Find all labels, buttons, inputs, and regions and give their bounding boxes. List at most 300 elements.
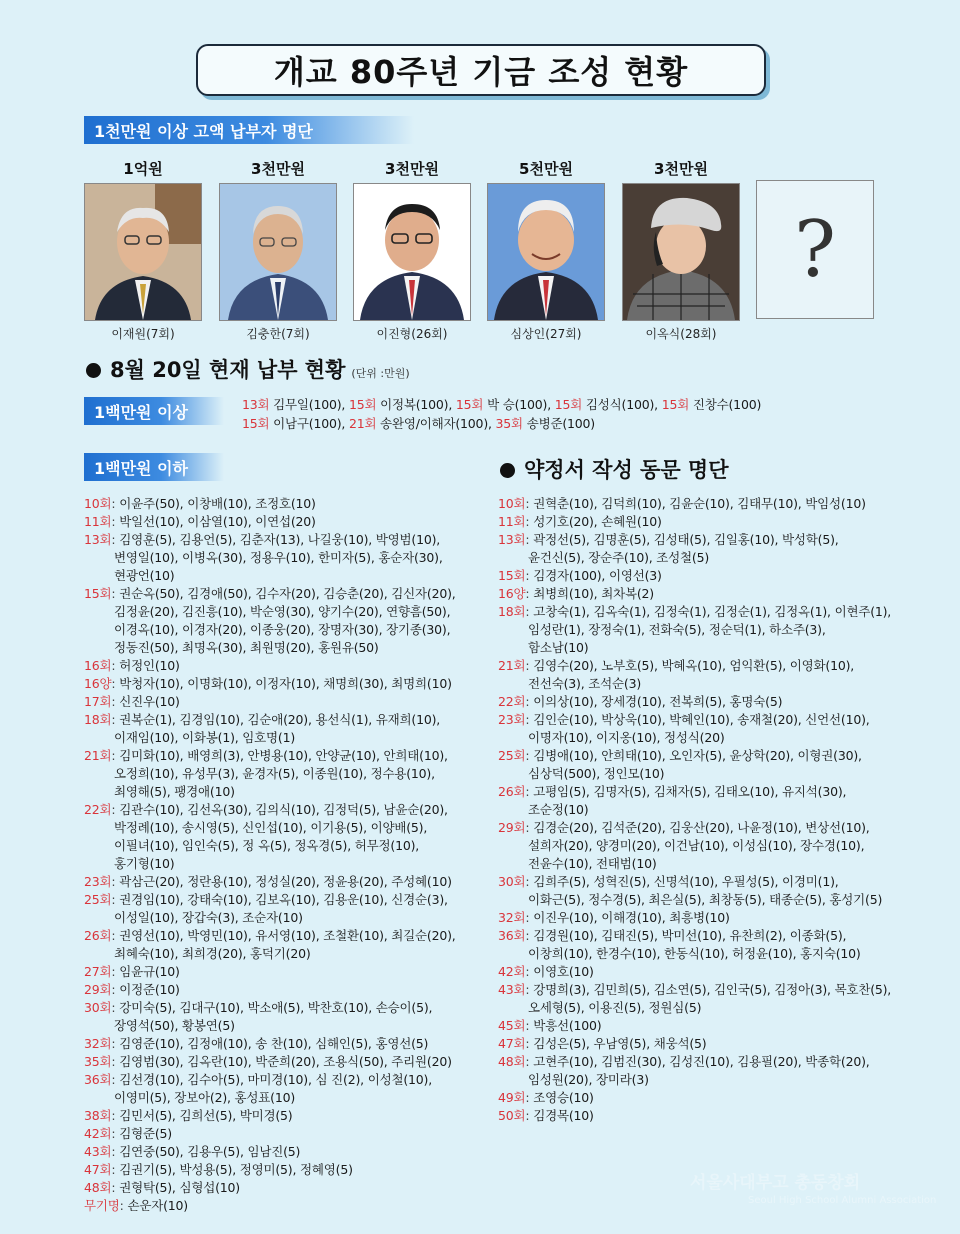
separator: :	[525, 658, 534, 673]
donor-line	[84, 801, 448, 819]
donor-names: 진창수(100)	[689, 397, 762, 412]
class-year: 15회	[348, 397, 377, 412]
donor-names: 김성식(100),	[582, 397, 662, 412]
class-year: 30회	[498, 874, 526, 889]
class-year: 30회	[84, 1000, 112, 1015]
donor-line	[498, 819, 870, 837]
donor-amount: 3천만원	[385, 160, 439, 178]
separator: :	[111, 1108, 120, 1123]
donor-line	[114, 567, 174, 585]
donor-names: 전선숙(3), 조석순(3)	[528, 676, 642, 691]
separator: :	[525, 586, 534, 601]
status-unit: (단위 :만원)	[351, 367, 410, 380]
donor-names: 김권기(5), 박성용(5), 정영미(5), 정혜영(5)	[119, 1162, 353, 1177]
separator: :	[111, 496, 120, 511]
class-year: 43회	[498, 982, 526, 997]
separator: :	[111, 802, 120, 817]
donor-names: 권순옥(50), 김경애(50), 김수자(20), 김승춘(20), 김신자(20),	[119, 586, 456, 601]
class-year: 무기명	[84, 1198, 120, 1213]
donor-line	[528, 765, 664, 783]
donor-names: 강명희(3), 김민희(5), 김소연(5), 김인국(5), 김정아(3), 목호찬(5),	[533, 982, 892, 997]
donor-line	[498, 1107, 594, 1125]
separator: :	[525, 874, 534, 889]
class-year: 25회	[498, 748, 526, 763]
donor-names: 신진우(10)	[119, 694, 180, 709]
donor-line	[84, 1125, 172, 1143]
separator: :	[525, 964, 534, 979]
donor-names: 정동진(50), 최명옥(30), 최원명(20), 홍원유(50)	[114, 640, 379, 655]
separator: :	[525, 748, 534, 763]
donor-line	[498, 1089, 594, 1107]
donor-names: 송병준(100)	[522, 416, 595, 431]
donor-line	[114, 765, 435, 783]
bullet-dot-icon	[86, 363, 101, 378]
donor-line	[84, 585, 456, 603]
donor-line	[114, 603, 450, 621]
donor-names: 김희주(5), 성혁진(5), 신명석(10), 우필성(5), 이경미(1),	[533, 874, 839, 889]
class-year: 16양	[84, 676, 112, 691]
donor-line	[528, 891, 882, 909]
separator: :	[525, 532, 534, 547]
donor-line	[498, 909, 730, 927]
separator: :	[111, 1180, 120, 1195]
separator: :	[525, 1036, 534, 1051]
donor-line	[114, 945, 311, 963]
donor-names: 권영선(10), 박영민(10), 유서영(10), 조철환(10), 최길순(20),	[119, 928, 456, 943]
separator: :	[525, 784, 534, 799]
donor-names: 강미숙(5), 김대구(10), 박소애(5), 박찬호(10), 손승이(5),	[119, 1000, 433, 1015]
class-year: 23회	[84, 874, 112, 889]
donor-names: 이진우(10), 이해경(10), 최흥병(10)	[533, 910, 730, 925]
donor-line	[114, 1089, 295, 1107]
donor-names: 이영미(5), 장보아(2), 홍성표(10)	[114, 1090, 296, 1105]
donor-line	[84, 513, 316, 531]
under-million-ribbon	[84, 453, 224, 481]
donor-line	[498, 567, 662, 585]
donor-card	[219, 158, 337, 342]
donor-names: 김경원(10), 김태진(5), 박미선(10), 유찬희(2), 이종화(5),	[533, 928, 847, 943]
class-year: 32회	[498, 910, 526, 925]
donor-line	[114, 819, 427, 837]
donor-names: 전윤수(10), 전태범(10)	[528, 856, 657, 871]
class-year: 36회	[84, 1072, 112, 1087]
separator: :	[525, 568, 534, 583]
donor-names: 이경옥(10), 이경자(20), 이종웅(20), 장명자(30), 장기종(30),	[114, 622, 451, 637]
donor-amount: 3천만원	[251, 160, 305, 178]
donor-name: 이재원(7회)	[111, 327, 175, 341]
page-title: 개교 80주년 기금 조성 현황	[273, 53, 689, 91]
donor-line	[114, 909, 303, 927]
separator: :	[111, 1162, 120, 1177]
separator: :	[111, 1072, 120, 1087]
donor-line	[84, 693, 180, 711]
class-year: 27회	[84, 964, 112, 979]
donor-names: 윤건신(5), 장순주(10), 조성철(5)	[528, 550, 710, 565]
separator: :	[111, 964, 120, 979]
donor-line	[114, 1017, 235, 1035]
separator: :	[111, 694, 120, 709]
separator: :	[525, 820, 534, 835]
class-year: 25회	[84, 892, 112, 907]
separator: :	[525, 910, 534, 925]
donor-names: 손운자(10)	[127, 1198, 188, 1213]
class-year: 16양	[498, 586, 526, 601]
donor-line	[498, 495, 866, 513]
donor-line	[528, 675, 641, 693]
donor-line	[114, 783, 235, 801]
class-year: 10회	[498, 496, 526, 511]
donor-line	[498, 1017, 601, 1035]
donor-names: 임성란(1), 장정숙(1), 전화숙(5), 정순덕(1), 하소주(3),	[528, 622, 826, 637]
donor-line	[84, 1179, 240, 1197]
donor-line	[84, 495, 316, 513]
donor-names: 김경순(20), 김석준(20), 김웅산(20), 나윤정(10), 변상선(10),	[533, 820, 870, 835]
donor-line	[498, 981, 891, 999]
class-year: 23회	[498, 712, 526, 727]
donor-line	[84, 1071, 432, 1089]
class-year: 13회	[498, 532, 526, 547]
donor-line	[498, 747, 862, 765]
donor-line	[498, 585, 654, 603]
donor-names: 이필녀(10), 임인숙(5), 정 옥(5), 정옥경(5), 허무정(10),	[114, 838, 420, 853]
donor-line	[498, 1035, 706, 1053]
donor-names: 김미화(10), 배영희(3), 안병용(10), 안양균(10), 안희태(10),	[119, 748, 448, 763]
donor-name: 이진형(26회)	[376, 327, 448, 341]
separator: :	[111, 658, 120, 673]
donor-name: 김충한(7회)	[246, 327, 310, 341]
donor-line	[84, 1035, 428, 1053]
donor-line	[528, 621, 826, 639]
separator: :	[111, 874, 120, 889]
donor-line	[528, 999, 701, 1017]
donor-names: 임윤규(10)	[119, 964, 180, 979]
separator: :	[111, 514, 120, 529]
donor-names: 김영준(10), 김정애(10), 송 찬(10), 심해인(5), 홍영선(5)	[119, 1036, 429, 1051]
unknown-donor-placeholder	[756, 180, 874, 319]
donor-names: 최병희(10), 최차복(2)	[533, 586, 654, 601]
title-banner	[196, 44, 766, 96]
class-year: 22회	[84, 802, 112, 817]
donor-names: 박청자(10), 이명화(10), 이정자(10), 채명희(30), 최명희(10)	[119, 676, 452, 691]
donor-names: 송완영/이해자(100),	[376, 416, 496, 431]
separator: :	[111, 586, 120, 601]
donor-names: 조영승(10)	[533, 1090, 594, 1105]
donor-names: 김관수(10), 김선옥(30), 김의식(10), 김정덕(5), 남윤순(20),	[119, 802, 448, 817]
donor-names: 이정준(10)	[119, 982, 180, 997]
donor-names: 이정복(100),	[376, 397, 456, 412]
class-year: 18회	[84, 712, 112, 727]
donor-line	[528, 837, 864, 855]
separator: :	[525, 928, 534, 943]
donor-names: 김영훈(5), 김용언(5), 김춘자(13), 나길웅(10), 박영범(10),	[119, 532, 441, 547]
separator: :	[111, 982, 120, 997]
watermark-logo: 서울사대부고 총동창회	[690, 1173, 861, 1193]
donor-names: 변영일(10), 이병옥(30), 정용우(10), 한미자(5), 홍순자(30),	[114, 550, 443, 565]
donor-names: 장영석(50), 황봉연(5)	[114, 1018, 235, 1033]
donor-names: 이명자(10), 이지옹(10), 정성식(20)	[528, 730, 725, 745]
donor-names: 허정인(10)	[119, 658, 180, 673]
class-year: 45회	[498, 1018, 526, 1033]
top-donors-label: 1천만원 이상 고액 납부자 명단	[94, 121, 313, 141]
class-year: 15회	[661, 397, 690, 412]
donor-names: 고현주(10), 김범진(30), 김성진(10), 김용필(20), 박종학(20),	[533, 1054, 870, 1069]
under-million-label: 1백만원 이하	[94, 458, 188, 478]
donor-line	[498, 693, 782, 711]
class-year: 15회	[84, 586, 112, 601]
separator: :	[525, 1108, 534, 1123]
separator: :	[525, 982, 534, 997]
class-year: 21회	[498, 658, 526, 673]
donor-names: 김민서(5), 김희선(5), 박미경(5)	[119, 1108, 293, 1123]
separator: :	[111, 892, 120, 907]
donor-line	[528, 945, 861, 963]
donor-names: 김병애(10), 안희태(10), 오인자(5), 윤상학(20), 이형권(30),	[533, 748, 862, 763]
donor-names: 이의상(10), 장세경(10), 전복희(5), 홍명숙(5)	[533, 694, 783, 709]
donor-names: 김경자(100), 이영선(3)	[533, 568, 662, 583]
class-year: 47회	[498, 1036, 526, 1051]
donor-photo	[622, 183, 740, 321]
donor-names: 이화근(5), 정수경(5), 최은실(5), 최창동(5), 태종순(5), 홍성기(5)	[528, 892, 883, 907]
donor-line	[84, 963, 180, 981]
donor-line	[84, 981, 180, 999]
donor-card	[84, 158, 202, 342]
donor-names: 최혜숙(10), 최희경(20), 홍덕기(20)	[114, 946, 311, 961]
donor-line	[114, 639, 379, 657]
donor-names: 이영호(10)	[533, 964, 594, 979]
donor-names: 고평임(5), 김명자(5), 김채자(5), 김태오(10), 유지석(30),	[533, 784, 847, 799]
donor-names: 김선경(10), 김수아(5), 마미경(10), 심 진(2), 이성철(10),	[119, 1072, 432, 1087]
donor-line	[498, 963, 594, 981]
separator: :	[525, 1018, 534, 1033]
donor-names: 홍기형(10)	[114, 856, 175, 871]
class-year: 15회	[242, 416, 270, 431]
class-year: 35회	[84, 1054, 112, 1069]
donor-photo	[84, 183, 202, 321]
donor-card	[353, 158, 471, 342]
separator: :	[525, 496, 534, 511]
donor-names: 박흥선(100)	[533, 1018, 602, 1033]
donor-names: 김인순(10), 박상욱(10), 박혜인(10), 송재철(20), 신언선(10),	[533, 712, 870, 727]
donor-line	[528, 1071, 649, 1089]
donor-names: 이성일(10), 장갑숙(3), 조순자(10)	[114, 910, 303, 925]
bullet-dot-icon	[500, 463, 515, 478]
donor-line	[528, 855, 657, 873]
donor-line	[84, 1197, 188, 1215]
donor-names: 김영범(30), 김옥란(10), 박준희(20), 조용식(50), 주리원(20)	[119, 1054, 452, 1069]
donor-line	[84, 999, 432, 1017]
donor-line	[242, 396, 761, 414]
donor-line	[114, 855, 174, 873]
donor-line	[498, 657, 854, 675]
class-year: 42회	[498, 964, 526, 979]
donor-names: 최영해(5), 팽경애(10)	[114, 784, 235, 799]
donor-names: 권형탁(5), 심형섭(10)	[119, 1180, 240, 1195]
class-year: 16회	[84, 658, 112, 673]
top-donors-ribbon	[84, 116, 414, 144]
class-year: 13회	[242, 397, 270, 412]
class-year: 42회	[84, 1126, 112, 1141]
class-year: 17회	[84, 694, 112, 709]
separator: :	[525, 694, 534, 709]
donor-amount: 3천만원	[654, 160, 708, 178]
separator: :	[525, 604, 534, 619]
watermark-sub: Seoul High School Alumni Association	[748, 1195, 937, 1206]
donor-photo	[353, 183, 471, 321]
class-year: 15회	[554, 397, 583, 412]
donor-names: 성기호(20), 손혜원(10)	[533, 514, 662, 529]
donor-line	[498, 873, 839, 891]
separator: :	[119, 1198, 128, 1213]
class-year: 21회	[348, 416, 377, 431]
donor-names: 이윤주(50), 이창배(10), 조정호(10)	[119, 496, 316, 511]
donor-line	[498, 711, 870, 729]
separator: :	[111, 532, 120, 547]
class-year: 47회	[84, 1162, 112, 1177]
separator: :	[111, 928, 120, 943]
donor-names: 오세형(5), 이용진(5), 정원심(5)	[528, 1000, 702, 1015]
separator: :	[525, 1054, 534, 1069]
separator: :	[111, 1144, 120, 1159]
donor-names: 박일선(10), 이삼열(10), 이연섭(20)	[119, 514, 316, 529]
status-heading	[86, 354, 410, 384]
separator: :	[111, 1054, 120, 1069]
donor-line	[498, 1053, 870, 1071]
donor-line	[498, 513, 662, 531]
donor-line	[528, 729, 725, 747]
donor-names: 곽정선(5), 김명훈(5), 김성태(5), 김일홍(10), 박성학(5),	[533, 532, 839, 547]
donor-name: 이옥식(28회)	[645, 327, 717, 341]
donor-line	[84, 891, 448, 909]
class-year: 36회	[498, 928, 526, 943]
separator: :	[111, 748, 120, 763]
donor-names: 김형준(5)	[119, 1126, 172, 1141]
class-year: 43회	[84, 1144, 112, 1159]
donor-names: 김성은(5), 우남영(5), 채웅석(5)	[533, 1036, 707, 1051]
donor-line	[84, 1143, 300, 1161]
class-year: 26회	[498, 784, 526, 799]
separator: :	[525, 514, 534, 529]
donor-names: 권복순(1), 김경임(10), 김순애(20), 용선식(1), 유재희(10),	[119, 712, 441, 727]
donor-names: 설희자(20), 양경미(20), 이건남(10), 이성심(10), 장수경(10),	[528, 838, 865, 853]
donor-line	[84, 1107, 292, 1125]
class-year: 49회	[498, 1090, 526, 1105]
class-year: 18회	[498, 604, 526, 619]
class-year: 13회	[84, 532, 112, 547]
donor-line	[114, 837, 419, 855]
donor-names: 권경임(10), 강태숙(10), 김보옥(10), 김용운(10), 신경순(3),	[119, 892, 448, 907]
donor-line	[84, 747, 448, 765]
over-million-label: 1백만원 이상	[94, 402, 188, 422]
donor-names: 김영수(20), 노부호(5), 박혜옥(10), 엄익환(5), 이영화(10),	[533, 658, 855, 673]
donor-names: 김경목(10)	[533, 1108, 594, 1123]
class-year: 26회	[84, 928, 112, 943]
donor-line	[84, 927, 456, 945]
separator: :	[111, 1036, 120, 1051]
donor-names: 곽삼근(20), 정란용(10), 정성실(20), 정윤용(20), 주성혜(10)	[119, 874, 452, 889]
class-year: 11회	[498, 514, 526, 529]
status-title: 8월 20일 현재 납부 현황	[110, 358, 346, 382]
donor-line	[84, 657, 180, 675]
separator: :	[111, 1000, 120, 1015]
class-year: 29회	[84, 982, 112, 997]
class-year: 10회	[84, 496, 112, 511]
donor-names: 이재임(10), 이화봉(1), 임호명(1)	[114, 730, 296, 745]
class-year: 50회	[498, 1108, 526, 1123]
donor-names: 이남구(100),	[269, 416, 349, 431]
donor-names: 조순정(10)	[528, 802, 589, 817]
donor-names: 심상덕(500), 정인모(10)	[528, 766, 665, 781]
separator: :	[111, 712, 120, 727]
donor-line	[84, 1161, 353, 1179]
donor-line	[498, 603, 891, 621]
donor-line	[84, 711, 440, 729]
donor-amount: 1억원	[123, 160, 163, 178]
separator: :	[525, 1090, 534, 1105]
donor-amount: 5천만원	[519, 160, 573, 178]
donor-line	[528, 801, 588, 819]
donor-names: 김무일(100),	[269, 397, 349, 412]
donor-line	[84, 531, 440, 549]
donor-names: 김정윤(20), 김진흥(10), 박순영(30), 양기수(20), 연향흠(50),	[114, 604, 451, 619]
separator: :	[111, 1126, 120, 1141]
question-mark: ?	[794, 204, 836, 295]
donor-names: 오정희(10), 유성무(3), 윤경자(5), 이종원(10), 정수용(10),	[114, 766, 435, 781]
donor-line	[84, 675, 452, 693]
donor-line	[498, 531, 839, 549]
donor-name: 심상인(27회)	[510, 327, 582, 341]
donor-photo	[219, 183, 337, 321]
donor-line	[84, 1053, 452, 1071]
class-year: 15회	[498, 568, 526, 583]
class-year: 29회	[498, 820, 526, 835]
donor-line	[114, 549, 443, 567]
donor-names: 박 승(100),	[483, 397, 555, 412]
class-year: 38회	[84, 1108, 112, 1123]
donor-line	[242, 415, 595, 433]
donor-line	[528, 639, 588, 657]
pledge-heading	[500, 454, 729, 484]
class-year: 48회	[498, 1054, 526, 1069]
separator: :	[525, 712, 534, 727]
donor-names: 현광언(10)	[114, 568, 175, 583]
pledge-title: 약정서 작성 동문 명단	[524, 458, 729, 482]
donor-card	[487, 158, 605, 342]
class-year: 22회	[498, 694, 526, 709]
class-year: 15회	[455, 397, 484, 412]
donor-card	[622, 158, 740, 342]
donor-line	[114, 621, 450, 639]
donor-line	[498, 927, 846, 945]
class-year: 48회	[84, 1180, 112, 1195]
donor-names: 권혁춘(10), 김덕희(10), 김윤순(10), 김태무(10), 박임성(10)	[533, 496, 866, 511]
class-year: 11회	[84, 514, 112, 529]
donor-photo	[487, 183, 605, 321]
donor-names: 함소남(10)	[528, 640, 589, 655]
donor-line	[114, 729, 295, 747]
donor-names: 고창숙(1), 김옥숙(1), 김정숙(1), 김정순(1), 김정옥(1), 이현주(1),	[533, 604, 892, 619]
donor-line	[84, 873, 452, 891]
donor-names: 김연중(50), 김용우(5), 임남진(5)	[119, 1144, 301, 1159]
class-year: 35회	[495, 416, 523, 431]
donor-names: 이창희(10), 한경수(10), 한동식(10), 허정윤(10), 홍지숙(10)	[528, 946, 861, 961]
class-year: 21회	[84, 748, 112, 763]
donor-names: 박정례(10), 송시영(5), 신인섭(10), 이기용(5), 이양배(5),	[114, 820, 428, 835]
donor-line	[498, 783, 846, 801]
donor-names: 임성원(20), 장미라(3)	[528, 1072, 649, 1087]
separator: :	[111, 676, 120, 691]
donor-line	[528, 549, 709, 567]
class-year: 32회	[84, 1036, 112, 1051]
